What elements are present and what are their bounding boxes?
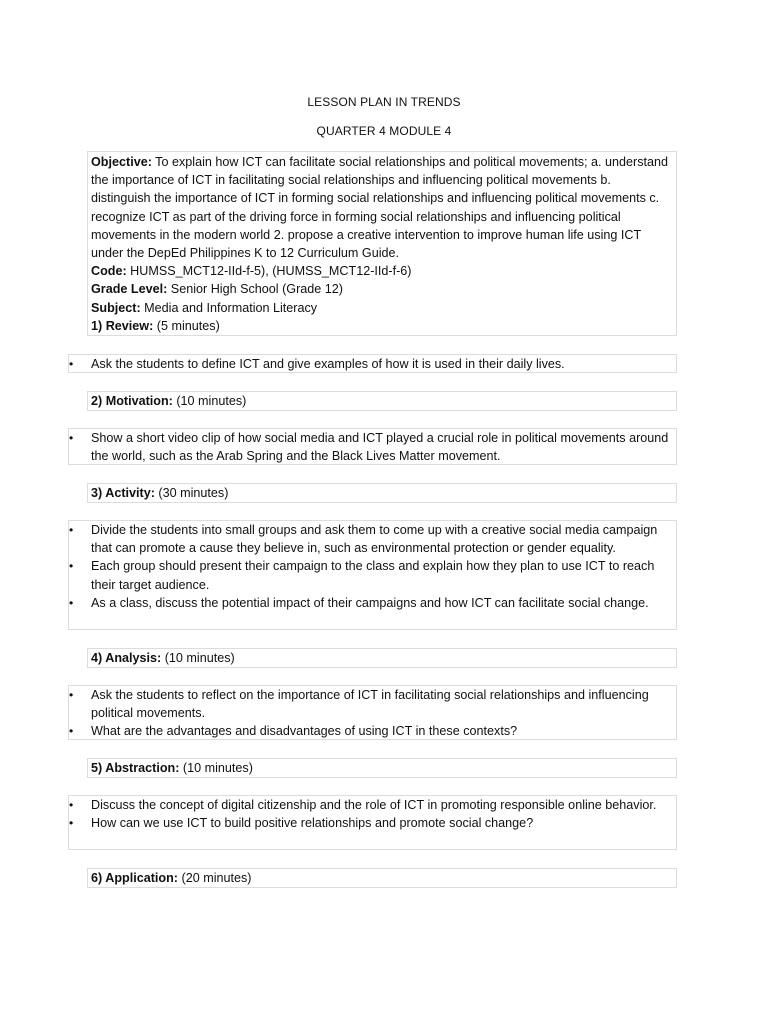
grade-label: Grade Level: (91, 282, 168, 297)
list-item: • Ask the students to reflect on the importance of ICT in facilitating social relationships and influencing political movements. (91, 686, 676, 722)
review-label: 1) Review: (91, 318, 154, 333)
review-heading (91, 317, 673, 335)
objective-block (87, 151, 677, 336)
document-title: LESSON PLAN IN TRENDS (307, 95, 461, 109)
code-label: Code: (91, 264, 127, 279)
section-time: (30 minutes) (154, 486, 229, 500)
section-time: (10 minutes) (161, 651, 235, 665)
list-item: • Divide the students into small groups and ask them to come up with a creative social media campaign that can promote a cause they believe in, such as environmental protection or gender equality. (91, 521, 676, 557)
list-item: • Each group should present their campaign to the class and explain how they plan to use ICT to reach their target audience. (91, 557, 676, 593)
section-time: (10 minutes) (179, 761, 253, 775)
motivation-list-block (68, 428, 677, 465)
code-line (91, 262, 673, 280)
grade-line (91, 280, 673, 298)
motivation-list (91, 429, 676, 465)
list-item: • Discuss the concept of digital citizenship and the role of ICT in promoting responsible online behavior. (91, 796, 676, 814)
abstraction-list-block (68, 795, 677, 850)
review-time: (5 minutes) (153, 318, 220, 333)
subject-line (91, 299, 673, 317)
analysis-list-block (68, 685, 677, 740)
review-list (91, 355, 676, 373)
analysis-list (91, 686, 676, 741)
section-heading-label: 6) Application: (91, 871, 178, 885)
application-heading (87, 868, 677, 888)
activity-heading (87, 483, 677, 503)
list-item: • Show a short video clip of how social media and ICT played a crucial role in political movements around the world, such as the Arab Spring and the Black Lives Matter movement. (91, 429, 676, 465)
abstraction-list (91, 796, 676, 832)
abstraction-heading (87, 758, 677, 778)
activity-list-block (68, 520, 677, 630)
list-item: • Ask the students to define ICT and give examples of how it is used in their daily lives. (91, 355, 676, 373)
activity-list (91, 521, 676, 612)
section-time: (10 minutes) (172, 394, 247, 408)
list-item: • As a class, discuss the potential impact of their campaigns and how ICT can facilitate social change. (91, 594, 676, 612)
section-heading-label: 2) Motivation: (91, 394, 173, 408)
review-list-block (68, 354, 677, 373)
subject-label: Subject: (91, 300, 141, 315)
objective-paragraph (91, 153, 673, 262)
grade-text: Senior High School (Grade 12) (167, 282, 344, 297)
objective-label: Objective: (91, 155, 152, 169)
analysis-heading (87, 648, 677, 668)
section-heading-label: 5) Abstraction: (91, 761, 180, 775)
section-heading-label: 4) Analysis: (91, 651, 162, 665)
section-time: (20 minutes) (178, 871, 252, 885)
code-text: HUMSS_MCT12-IId-f-5), (HUMSS_MCT12-IId-f-6) (126, 264, 412, 279)
document-subtitle: QUARTER 4 MODULE 4 (316, 124, 452, 138)
section-heading-label: 3) Activity: (91, 486, 155, 500)
motivation-heading (87, 391, 677, 411)
objective-text: To explain how ICT can facilitate social relationships and political movements; a. understand the importance of ICT in facilitating social relationships and influencing political movements b. distinguish the importance of ICT in forming social relationships and influencing political movements c. recognize ICT as part of the driving force in forming social relationships and influencing political movements in the modern world 2. propose a creative intervention to improve human life using ICT under the DepEd Philippines K to 12 Curriculum Guide. (91, 155, 669, 261)
list-item: • How can we use ICT to build positive relationships and promote social change? (91, 814, 676, 832)
list-item: • What are the advantages and disadvantages of using ICT in these contexts? (91, 722, 676, 740)
subject-text: Media and Information Literacy (140, 300, 318, 315)
